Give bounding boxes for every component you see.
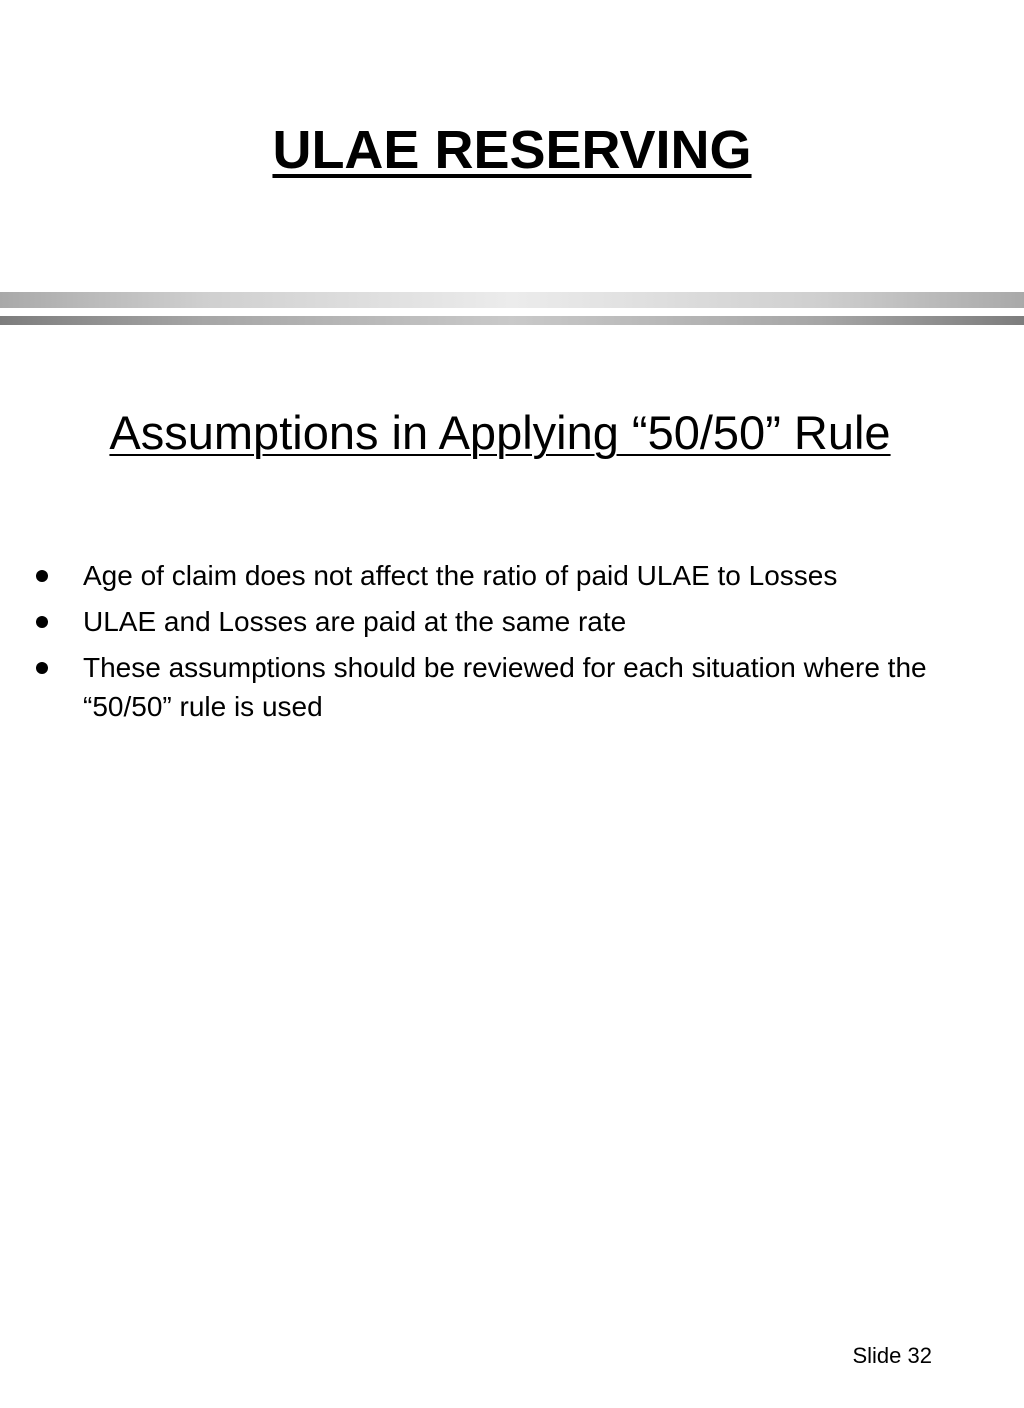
bullet-dot-icon: [36, 570, 48, 582]
slide-title: ULAE RESERVING: [272, 120, 752, 180]
bullet-item: [0, 556, 1000, 595]
bullet-item: [0, 648, 1000, 726]
slide-subtitle: Assumptions in Applying “50/50” Rule: [109, 406, 891, 459]
bullet-dot-icon: [36, 616, 48, 628]
bullet-text: These assumptions should be reviewed for each situation where the “50/50” rule is used: [83, 652, 927, 722]
bullet-text: Age of claim does not affect the ratio of paid ULAE to Losses: [83, 560, 838, 591]
bullet-item: [0, 602, 1000, 641]
bullet-text: ULAE and Losses are paid at the same rate: [83, 606, 627, 637]
bullet-list: [0, 556, 1000, 733]
slide-number: Slide 32: [852, 1343, 932, 1368]
header-divider-bottom: [0, 316, 1024, 325]
bullet-dot-icon: [36, 662, 48, 674]
header-divider-top: [0, 292, 1024, 308]
